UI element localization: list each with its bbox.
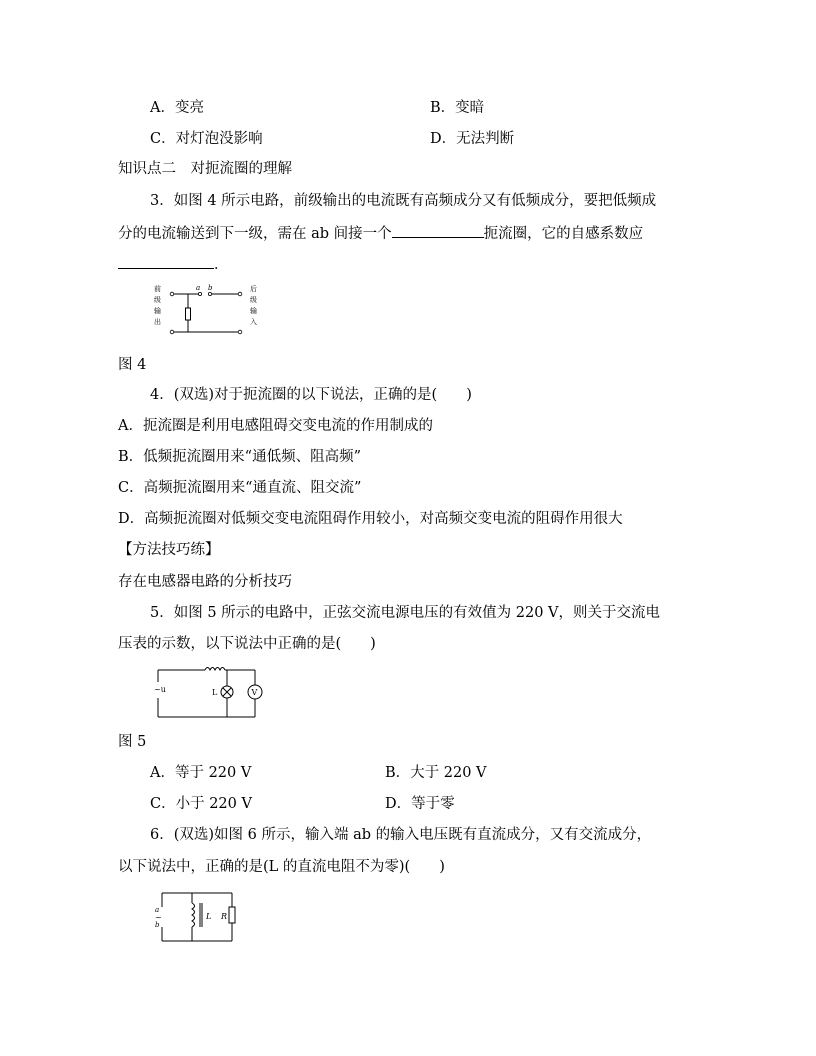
fig5-lamp-label: L [212,688,218,697]
fig4-term-b: b [208,284,213,292]
terminal [170,330,174,334]
fig4-right-label-char: 级 [250,296,257,304]
figure-5-caption: 图 5 [118,734,147,750]
q3-line2-text-b: 扼流圈，它的自感系数应 [483,226,644,242]
q4-stem: 4．(双选)对于扼流圈的以下说法，正确的是( ) [150,387,472,403]
q2-option-b: B．变暗 [430,100,485,116]
q5-option-d: D．等于零 [385,796,455,812]
answer-blank[interactable] [118,254,214,269]
fig4-left-label-char: 前 [154,285,161,293]
q6-line1: 6．(双选)如图 6 所示，输入端 ab 的输入电压既有直流成分，又有交流成分， [150,827,652,843]
resistor [229,907,235,923]
q2-option-c: C．对灯泡没影响 [150,131,263,147]
method-title: 【方法技巧练】 [118,542,220,558]
circuit-figure-6 [150,885,240,947]
q4-option-d: D．高频扼流圈对低频交变电流阻碍作用较小，对高频交变电流的阻碍作用很大 [118,511,623,527]
terminal [238,292,242,296]
q2-option-d: D．无法判断 [430,131,515,147]
fig4-left-label-char: 级 [154,296,161,304]
q3-line1: 3．如图 4 所示电路，前级输出的电流既有高频成分又有低频成分，要把低频成 [150,193,657,209]
q2-option-a: A．变亮 [150,100,204,116]
fig6-inductor-label: L [206,912,212,921]
fig6-ac-symbol: ~ [155,913,162,922]
q3-line3-end: ． [214,257,229,273]
fig5-source-label: ~u [154,685,166,694]
terminal-a [198,292,201,295]
fig4-left-label-char: 输 [154,307,161,315]
fig5-meter-label: V [251,688,258,697]
fig4-term-a: a [196,284,201,292]
fig6-resistor-label: R [221,912,228,921]
method-subtitle: 存在电感器电路的分析技巧 [118,574,292,590]
fig4-right-label-char: 后 [250,285,257,293]
q4-option-c: C．高频扼流圈用来“通直流、阻交流” [118,480,362,496]
circuit-figure-5 [150,662,270,722]
fig4-right-label-char: 入 [250,318,257,326]
q4-option-b: B．低频扼流圈用来“通低频、阻高频” [118,449,361,465]
inductor-coil [192,903,195,927]
fig4-right-label [250,284,259,326]
fig4-left-label-char: 出 [154,318,161,326]
figure-4-caption: 图 4 [118,357,147,373]
terminal [170,292,174,296]
section-title: 知识点二 对扼流圈的理解 [118,161,292,177]
q5-line1: 5．如图 5 所示的电路中，正弦交流电源电压的有效值为 220 V，则关于交流电 [150,605,661,621]
fig4-right-label-char: 输 [250,307,257,315]
q5-option-b: B．大于 220 V [385,765,487,781]
q3-line3 [118,254,229,274]
resistor [186,308,191,320]
answer-blank[interactable] [392,223,484,238]
q5-option-c: C．小于 220 V [150,796,252,812]
fig6-term-b: b [155,921,160,929]
q6-line2: 以下说法中，正确的是(L 的直流电阻不为零)( ) [118,859,445,875]
circuit-figure-4 [150,282,265,344]
q5-line2: 压表的示数，以下说法中正确的是( ) [118,636,376,652]
fig4-left-label [154,284,163,326]
inductor-coil [205,668,225,671]
q5-option-a: A．等于 220 V [150,765,252,781]
terminal-b [208,292,211,295]
q4-option-a: A．扼流圈是利用电感阻碍交变电流的作用制成的 [118,418,433,434]
terminal [238,330,242,334]
q3-line2-text-a: 分的电流输送到下一级，需在 ab 间接一个 [118,226,392,242]
fig6-term-a: a [155,906,160,914]
q3-line2 [118,223,643,243]
